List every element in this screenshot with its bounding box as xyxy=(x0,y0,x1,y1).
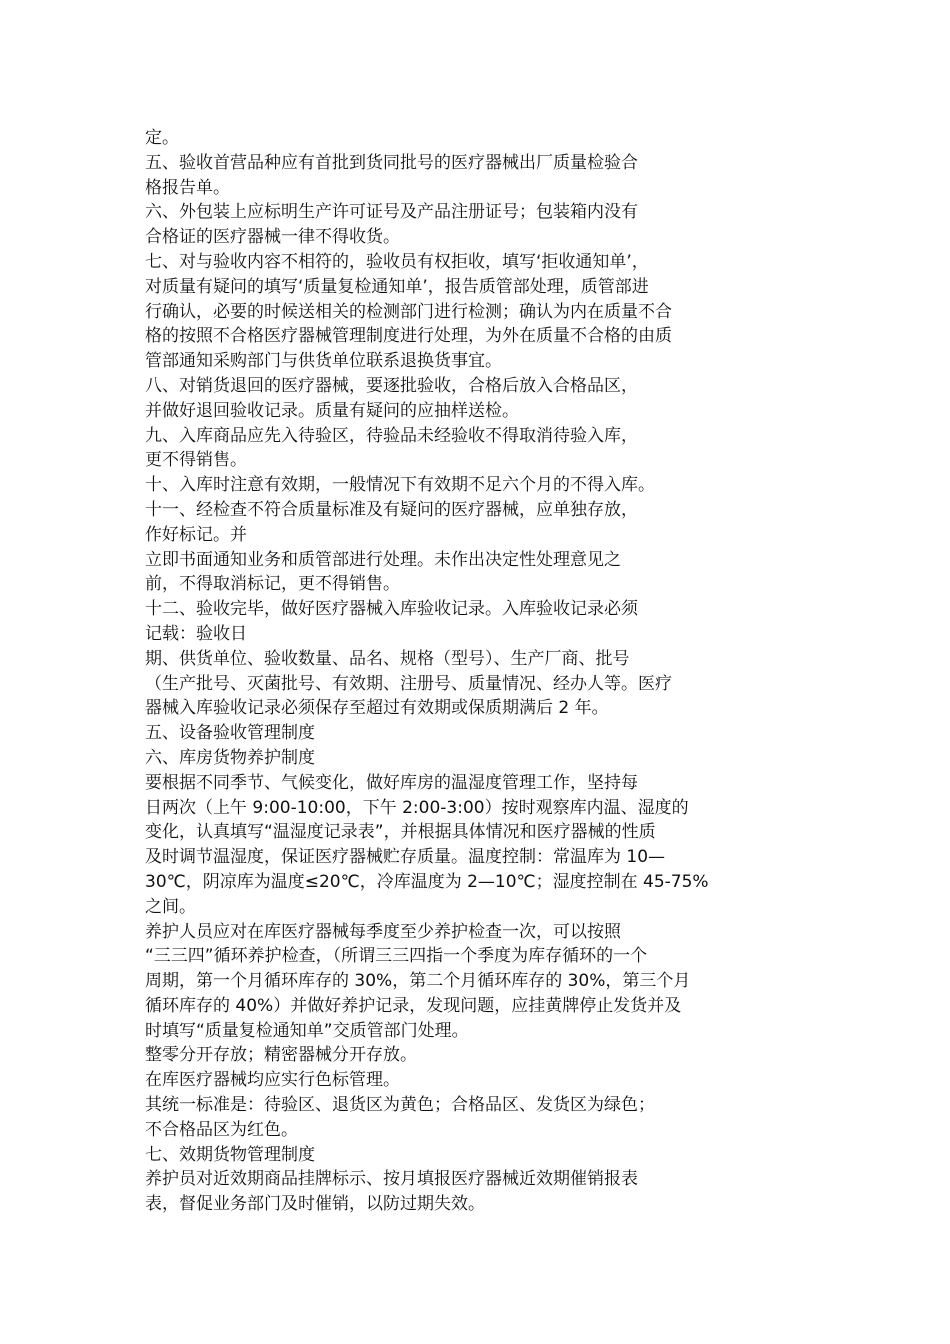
text-line: 其统一标准是：待验区、退货区为黄色；合格品区、发货区为绿色； xyxy=(145,1095,655,1116)
text-line: 十一、经检查不符合质量标准及有疑问的医疗器械，应单独存放， xyxy=(145,499,638,520)
text-line: 五、验收首营品种应有首批到货同批号的医疗器械出厂质量检验合 xyxy=(145,152,638,173)
text-line: 十二、验收完毕，做好医疗器械入库验收记录。入库验收记录必须 xyxy=(145,599,638,620)
text-line: 管部通知采购部门与供货单位联系退换货事宜。 xyxy=(145,351,502,372)
text-line: 十、入库时注意有效期，一般情况下有效期不足六个月的不得入库。 xyxy=(145,475,655,496)
text-line: 格报告单。 xyxy=(145,177,230,198)
text-line: 七、效期货物管理制度 xyxy=(145,1144,315,1165)
text-line: 周期，第一个月循环库存的 30%，第二个月循环库存的 30%，第三个月 xyxy=(145,971,691,992)
text-line: 八、对销货退回的医疗器械，要逐批验收，合格后放入合格品区， xyxy=(145,375,638,396)
text-line: 要根据不同季节、气候变化，做好库房的温湿度管理工作，坚持每 xyxy=(145,772,638,793)
text-line: 变化，认真填写“温湿度记录表”，并根据具体情况和医疗器械的性质 xyxy=(145,822,656,843)
text-line: 养护人员应对在库医疗器械每季度至少养护检查一次，可以按照 xyxy=(145,921,621,942)
text-line: 对质量有疑问的填写‘质量复检通知单’，报告质管部处理，质管部进 xyxy=(145,276,649,297)
text-line: 立即书面通知业务和质管部进行处理。未作出决定性处理意见之 xyxy=(145,549,621,570)
text-line: 定。 xyxy=(145,128,179,148)
text-line: 记载：验收日 xyxy=(145,623,247,644)
text-line: 表，督促业务部门及时催销，以防过期失效。 xyxy=(145,1194,485,1215)
text-line: 格的按照不合格医疗器械管理制度进行处理，为外在质量不合格的由质 xyxy=(145,326,672,347)
text-line: 时填写“质量复检通知单”交质管部门处理。 xyxy=(145,1020,469,1041)
text-line: 合格证的医疗器械一律不得收货。 xyxy=(145,227,400,248)
document-body-text xyxy=(145,126,765,1217)
text-line: 六、外包装上应标明生产许可证号及产品注册证号；包装箱内没有 xyxy=(145,202,638,223)
text-line: 行确认，必要的时候送相关的检测部门进行检测；确认为内在质量不合 xyxy=(145,301,672,322)
text-line: 九、入库商品应先入待验区，待验品未经验收不得取消待验入库， xyxy=(145,425,638,446)
text-line: 之间。 xyxy=(145,896,196,917)
text-line: 前，不得取消标记，更不得销售。 xyxy=(145,574,400,595)
text-line: 七、对与验收内容不相符的，验收员有权拒收，填写‘拒收通知单’， xyxy=(145,251,649,272)
text-line: 更不得销售。 xyxy=(145,450,247,471)
text-line: 养护员对近效期商品挂牌标示、按月填报医疗器械近效期催销报表 xyxy=(145,1169,638,1190)
text-line: 作好标记。并 xyxy=(145,524,247,545)
text-line: 日两次（上午 9:00-10:00，下午 2:00-3:00）按时观察库内温、湿度的 xyxy=(145,797,689,818)
text-line: 30℃，阴凉库为温度≤20℃，冷库温度为 2—10℃；湿度控制在 45-75% xyxy=(145,871,709,892)
text-line: 期、供货单位、验收数量、品名、规格（型号）、生产厂商、批号 xyxy=(145,648,630,669)
text-line: 并做好退回验收记录。质量有疑问的应抽样送检。 xyxy=(145,400,519,421)
text-line: “三三四”循环养护检查，（所谓三三四指一个季度为库存循环的一个 xyxy=(145,946,648,967)
text-line: 在库医疗器械均应实行色标管理。 xyxy=(145,1070,400,1091)
text-line: 五、设备验收管理制度 xyxy=(145,723,315,744)
text-line: 六、库房货物养护制度 xyxy=(145,747,315,768)
text-line: （生产批号、灭菌批号、有效期、注册号、质量情况、经办人等。医疗 xyxy=(145,673,672,694)
text-line: 及时调节温湿度，保证医疗器械贮存质量。温度控制：常温库为 10— xyxy=(145,847,666,868)
text-line: 循环库存的 40%）并做好养护记录，发现问题，应挂黄牌停止发货并及 xyxy=(145,995,682,1016)
text-line: 不合格品区为红色。 xyxy=(145,1119,298,1140)
text-line: 整零分开存放；精密器械分开存放。 xyxy=(145,1045,417,1066)
text-line: 器械入库验收记录必须保存至超过有效期或保质期满后 2 年。 xyxy=(145,698,609,719)
